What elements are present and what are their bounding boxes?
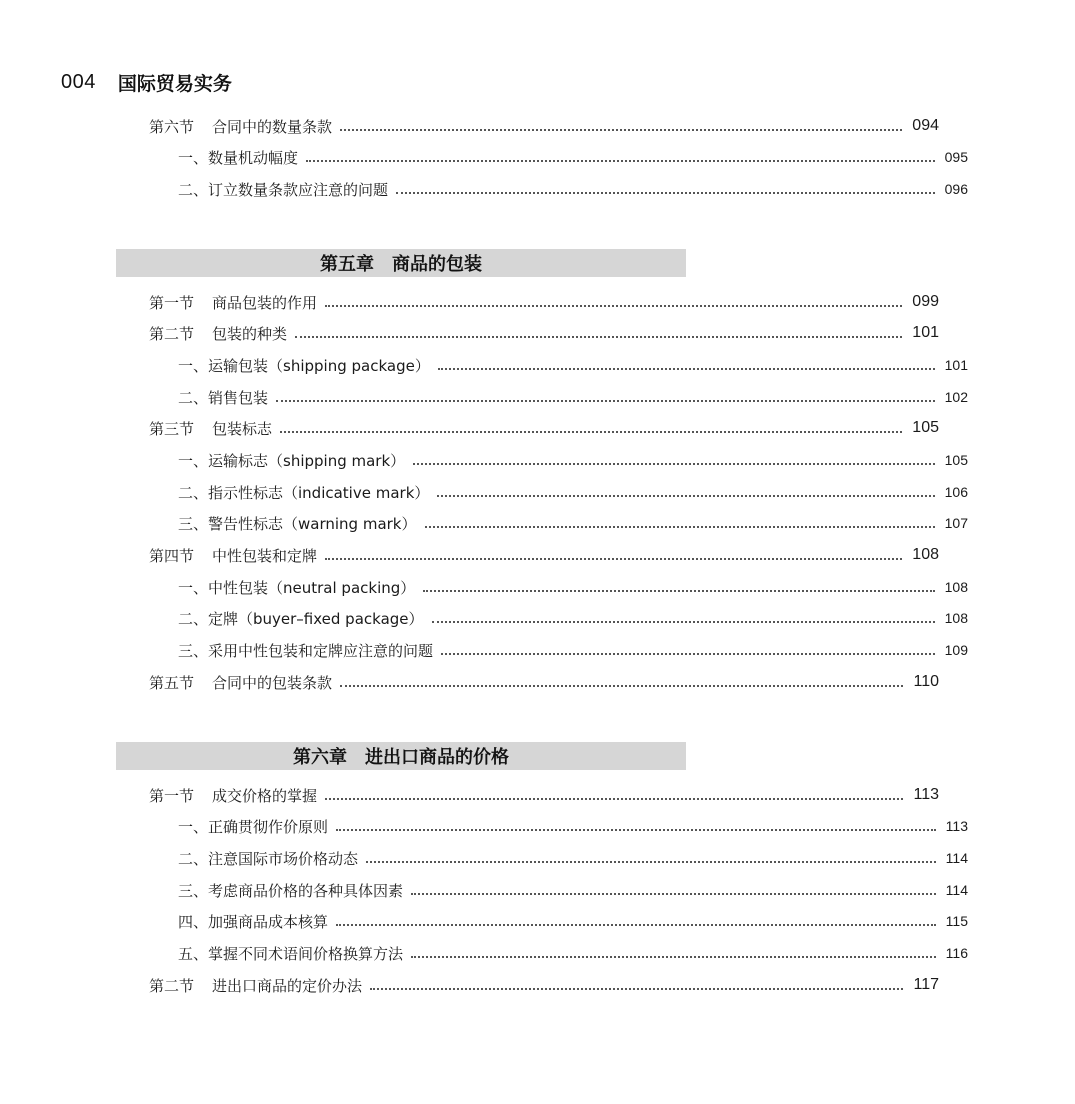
toc-subsection-entry[interactable] bbox=[0, 574, 1075, 600]
subsection-title: 二、订立数量条款应注意的问题 bbox=[178, 180, 389, 199]
dot-leader bbox=[411, 893, 936, 895]
section-title: 包装的种类 bbox=[212, 324, 288, 343]
dot-leader bbox=[336, 829, 936, 831]
section-title: 商品包装的作用 bbox=[212, 293, 318, 312]
toc-subsection-entry[interactable] bbox=[0, 845, 1075, 871]
dot-leader bbox=[432, 621, 935, 623]
toc-section-entry[interactable] bbox=[0, 415, 1046, 441]
toc-subsection-entry[interactable] bbox=[0, 637, 1075, 663]
section-title: 合同中的数量条款 bbox=[212, 117, 333, 136]
chapter-title: 商品的包装 bbox=[392, 254, 482, 275]
page-ref: 110 bbox=[913, 673, 939, 690]
page-ref: 115 bbox=[945, 913, 968, 929]
dot-leader bbox=[325, 798, 903, 800]
subsection-title: 二、定牌（buyer–fixed package） bbox=[178, 609, 424, 628]
chapter-title: 进出口商品的价格 bbox=[365, 747, 509, 768]
dot-leader bbox=[437, 495, 934, 497]
page-ref: 116 bbox=[945, 945, 968, 961]
dot-leader bbox=[423, 590, 934, 592]
dot-leader bbox=[336, 924, 936, 926]
toc-section-entry[interactable] bbox=[0, 320, 1046, 346]
dot-leader bbox=[370, 988, 903, 990]
dot-leader bbox=[295, 336, 902, 338]
subsection-title: 四、加强商品成本核算 bbox=[178, 912, 329, 931]
chapter-heading[interactable] bbox=[116, 249, 686, 277]
dot-leader bbox=[325, 558, 902, 560]
section-label: 第一节 bbox=[149, 293, 195, 312]
subsection-title: 一、中性包装（neutral packing） bbox=[178, 578, 416, 597]
toc-subsection-entry[interactable] bbox=[0, 384, 1075, 410]
toc-subsection-entry[interactable] bbox=[0, 352, 1075, 378]
toc-subsection-entry[interactable] bbox=[0, 144, 1075, 170]
section-label: 第二节 bbox=[149, 324, 195, 343]
page-ref: 114 bbox=[945, 882, 968, 898]
subsection-title: 二、指示性标志（indicative mark） bbox=[178, 483, 430, 502]
dot-leader bbox=[325, 305, 902, 307]
toc-section-entry[interactable] bbox=[0, 113, 1046, 139]
section-title: 进出口商品的定价办法 bbox=[212, 976, 363, 995]
dot-leader bbox=[413, 463, 934, 465]
dot-leader bbox=[396, 192, 935, 194]
subsection-title: 三、考虑商品价格的各种具体因素 bbox=[178, 881, 404, 900]
dot-leader bbox=[280, 431, 902, 433]
book-title: 国际贸易实务 bbox=[117, 72, 232, 95]
section-label: 第四节 bbox=[149, 546, 195, 565]
page-ref: 094 bbox=[912, 117, 939, 134]
page-ref: 113 bbox=[945, 818, 968, 834]
page-ref: 113 bbox=[913, 786, 939, 803]
dot-leader bbox=[438, 368, 935, 370]
page-ref: 106 bbox=[944, 484, 968, 500]
section-title: 成交价格的掌握 bbox=[212, 786, 318, 805]
section-title: 包装标志 bbox=[212, 419, 273, 438]
page-ref: 108 bbox=[944, 610, 968, 626]
section-label: 第一节 bbox=[149, 786, 195, 805]
toc-section-entry[interactable] bbox=[0, 289, 1046, 315]
page-ref: 114 bbox=[945, 850, 968, 866]
section-label: 第三节 bbox=[149, 419, 195, 438]
dot-leader bbox=[425, 526, 935, 528]
page-ref: 096 bbox=[944, 181, 968, 197]
section-label: 第五节 bbox=[149, 673, 195, 692]
toc-section-entry[interactable] bbox=[0, 782, 1046, 808]
subsection-title: 一、正确贯彻作价原则 bbox=[178, 817, 329, 836]
page-ref: 101 bbox=[912, 324, 939, 341]
page-ref: 105 bbox=[944, 452, 968, 468]
subsection-title: 一、运输标志（shipping mark） bbox=[178, 451, 406, 470]
toc-section-entry[interactable] bbox=[0, 972, 1046, 998]
section-title: 合同中的包装条款 bbox=[212, 673, 333, 692]
page-ref: 105 bbox=[912, 419, 939, 436]
toc-subsection-entry[interactable] bbox=[0, 447, 1075, 473]
page-ref: 108 bbox=[944, 579, 968, 595]
toc-subsection-entry[interactable] bbox=[0, 940, 1075, 966]
toc-subsection-entry[interactable] bbox=[0, 510, 1075, 536]
subsection-title: 二、销售包装 bbox=[178, 388, 269, 407]
toc-subsection-entry[interactable] bbox=[0, 813, 1075, 839]
page-ref: 108 bbox=[912, 546, 939, 563]
subsection-title: 三、采用中性包装和定牌应注意的问题 bbox=[178, 641, 434, 660]
dot-leader bbox=[340, 129, 902, 131]
dot-leader bbox=[340, 685, 903, 687]
chapter-label: 第六章 bbox=[293, 747, 347, 768]
section-label: 第二节 bbox=[149, 976, 195, 995]
subsection-title: 一、运输包装（shipping package） bbox=[178, 356, 430, 375]
running-head bbox=[61, 68, 232, 96]
subsection-title: 二、注意国际市场价格动态 bbox=[178, 849, 359, 868]
toc-section-entry[interactable] bbox=[0, 542, 1046, 568]
page-ref: 095 bbox=[944, 149, 968, 165]
page-ref: 107 bbox=[944, 515, 968, 531]
subsection-title: 五、掌握不同术语间价格换算方法 bbox=[178, 944, 404, 963]
chapter-heading[interactable] bbox=[116, 742, 686, 770]
toc-subsection-entry[interactable] bbox=[0, 877, 1075, 903]
dot-leader bbox=[366, 861, 936, 863]
section-label: 第六节 bbox=[149, 117, 195, 136]
dot-leader bbox=[276, 400, 935, 402]
dot-leader bbox=[411, 956, 936, 958]
page-ref: 099 bbox=[912, 293, 939, 310]
dot-leader bbox=[306, 160, 935, 162]
section-title: 中性包装和定牌 bbox=[212, 546, 318, 565]
chapter-label: 第五章 bbox=[320, 254, 374, 275]
dot-leader bbox=[441, 653, 935, 655]
page-ref: 117 bbox=[913, 976, 939, 993]
page-ref: 101 bbox=[944, 357, 968, 373]
page-ref: 102 bbox=[944, 389, 968, 405]
page-ref: 109 bbox=[944, 642, 968, 658]
toc-subsection-entry[interactable] bbox=[0, 908, 1075, 934]
subsection-title: 三、警告性标志（warning mark） bbox=[178, 514, 417, 533]
toc-subsection-entry[interactable] bbox=[0, 176, 1075, 202]
subsection-title: 一、数量机动幅度 bbox=[178, 148, 299, 167]
toc-subsection-entry[interactable] bbox=[0, 479, 1075, 505]
page-number: 004 bbox=[61, 70, 96, 93]
toc-section-entry[interactable] bbox=[0, 669, 1046, 695]
toc-subsection-entry[interactable] bbox=[0, 605, 1075, 631]
